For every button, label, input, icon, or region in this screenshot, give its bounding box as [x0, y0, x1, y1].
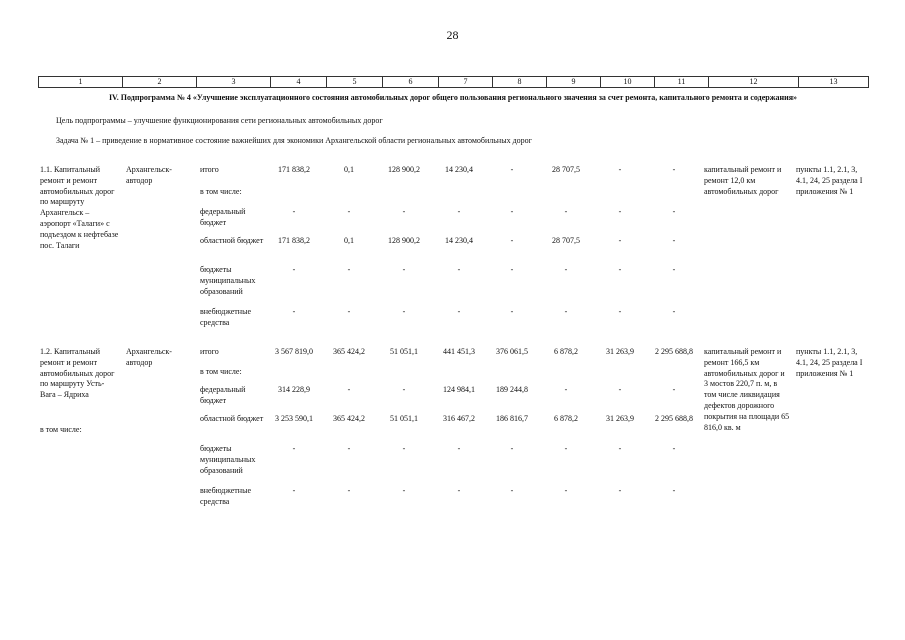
program-goal: Цель подпрограммы – улучшение функционирования сети региональных автомобильных дорог	[56, 116, 383, 125]
value-cell: 14 230,4	[445, 236, 473, 245]
measure-link: пункты 1.1, 2.1, 3, 4.1, 24, 25 раздела I приложения № 1	[796, 347, 863, 378]
funding-label: бюджеты муниципальных образований	[200, 444, 256, 475]
value-cell: -	[672, 207, 676, 216]
col-num-7: 7	[439, 77, 493, 88]
measure-name: 1.2. Капитальный ремонт и ремонт автомобильных дорог по маршруту Усть-Вага – Ядриха	[40, 347, 115, 400]
value-cell: 186 816,7	[496, 414, 528, 423]
value-cell: -	[402, 486, 406, 495]
measure-link: пункты 1.1, 2.1, 3, 4.1, 24, 25 раздела I приложения № 1	[796, 165, 863, 196]
value-cell: -	[618, 486, 622, 495]
funding-label: внебюджетные средства	[200, 486, 251, 506]
value-cell: -	[510, 165, 514, 174]
column-number-header	[38, 76, 869, 88]
value-cell: -	[292, 307, 296, 316]
value-cell: 3 253 590,1	[275, 414, 313, 423]
value-cell: -	[672, 265, 676, 274]
value-cell: 6 878,2	[554, 414, 578, 423]
funding-label: внебюджетные средства	[200, 307, 251, 327]
value-cell: 2 295 688,8	[655, 414, 693, 423]
page-number: 28	[446, 28, 459, 42]
col-num-1: 1	[39, 77, 123, 88]
value-cell: 314 228,9	[278, 385, 310, 394]
value-cell: 365 424,2	[333, 414, 365, 423]
value-cell: -	[672, 486, 676, 495]
value-cell: -	[402, 265, 406, 274]
value-cell: -	[618, 236, 622, 245]
value-cell: 2 295 688,8	[655, 347, 693, 356]
funding-label: итого	[200, 165, 219, 174]
value-cell: -	[564, 307, 568, 316]
value-cell: -	[510, 486, 514, 495]
col-num-2: 2	[123, 77, 197, 88]
value-cell: -	[618, 307, 622, 316]
value-cell: -	[618, 165, 622, 174]
funding-label: федеральный бюджет	[200, 385, 246, 405]
value-cell: 124 984,1	[443, 385, 475, 394]
measure-result: капитальный ремонт и ремонт 12,0 км автомобильных дорог	[704, 165, 782, 196]
value-cell: 376 061,5	[496, 347, 528, 356]
value-cell: 6 878,2	[554, 347, 578, 356]
value-cell: -	[672, 165, 676, 174]
col-num-3: 3	[197, 77, 271, 88]
value-cell: 31 263,9	[606, 347, 634, 356]
value-cell: 51 051,1	[390, 347, 418, 356]
col-num-5: 5	[327, 77, 383, 88]
funding-label: в том числе:	[200, 187, 242, 196]
value-cell: -	[510, 207, 514, 216]
value-cell: -	[564, 385, 568, 394]
value-cell: -	[510, 307, 514, 316]
value-cell: -	[402, 444, 406, 453]
value-cell: -	[402, 207, 406, 216]
measure-executor: Архангельск-автодор	[126, 165, 172, 185]
value-cell: -	[457, 486, 461, 495]
col-num-11: 11	[655, 77, 709, 88]
value-cell: -	[618, 444, 622, 453]
program-task: Задача № 1 – приведение в нормативное состояние важнейших для экономики Архангельской области региональных автомобильных дорог	[56, 136, 532, 145]
value-cell: 31 263,9	[606, 414, 634, 423]
measure-executor: Архангельск-автодор	[126, 347, 172, 367]
value-cell: -	[510, 236, 514, 245]
funding-label: областной бюджет	[200, 236, 264, 245]
value-cell: 316 467,2	[443, 414, 475, 423]
value-cell: -	[672, 385, 676, 394]
value-cell: 171 838,2	[278, 165, 310, 174]
col-num-9: 9	[547, 77, 601, 88]
value-cell: 3 567 819,0	[275, 347, 313, 356]
value-cell: -	[347, 207, 351, 216]
col-num-10: 10	[601, 77, 655, 88]
value-cell: -	[618, 385, 622, 394]
col-num-13: 13	[799, 77, 869, 88]
value-cell: -	[457, 265, 461, 274]
value-cell: -	[347, 486, 351, 495]
section-title: IV. Подпрограмма № 4 «Улучшение эксплуатационного состояния автомобильных дорог общего пользования регионального значения за счет ремонта, капитального ремонта и содержания»	[108, 93, 798, 102]
col-num-6: 6	[383, 77, 439, 88]
value-cell: -	[347, 307, 351, 316]
value-cell: 14 230,4	[445, 165, 473, 174]
value-cell: -	[618, 207, 622, 216]
value-cell: -	[402, 307, 406, 316]
value-cell: 128 900,2	[388, 236, 420, 245]
col-num-12: 12	[709, 77, 799, 88]
value-cell: -	[672, 307, 676, 316]
value-cell: -	[564, 265, 568, 274]
value-cell: -	[564, 486, 568, 495]
value-cell: -	[457, 207, 461, 216]
funding-label: областной бюджет	[200, 414, 264, 423]
value-cell: -	[292, 207, 296, 216]
value-cell: 28 707,5	[552, 165, 580, 174]
value-cell: -	[292, 444, 296, 453]
value-cell: -	[347, 265, 351, 274]
value-cell: -	[672, 236, 676, 245]
funding-label: федеральный бюджет	[200, 207, 246, 227]
value-cell: -	[457, 444, 461, 453]
value-cell: -	[292, 486, 296, 495]
value-cell: 51 051,1	[390, 414, 418, 423]
funding-label: бюджеты муниципальных образований	[200, 265, 256, 296]
value-cell: -	[510, 265, 514, 274]
value-cell: 365 424,2	[333, 347, 365, 356]
value-cell: -	[618, 265, 622, 274]
value-cell: 189 244,8	[496, 385, 528, 394]
value-cell: -	[347, 444, 351, 453]
value-cell: 171 838,2	[278, 236, 310, 245]
col-num-8: 8	[493, 77, 547, 88]
value-cell: 441 451,3	[443, 347, 475, 356]
value-cell: -	[564, 207, 568, 216]
value-cell: -	[292, 265, 296, 274]
value-cell: -	[457, 307, 461, 316]
value-cell: -	[402, 385, 406, 394]
measure-name: 1.1. Капитальный ремонт и ремонт автомобильных дорог по маршруту Архангельск – аэропорт «Талаги» с подъездом к нефтебазе пос. Талаги	[40, 165, 119, 250]
value-cell: -	[672, 444, 676, 453]
value-cell: -	[347, 385, 351, 394]
value-cell: -	[510, 444, 514, 453]
col-num-4: 4	[271, 77, 327, 88]
measure-result: капитальный ремонт и ремонт 166,5 км автомобильных дорог и 3 мостов 220,7 п. м, в том числе ликвидация дефектов дорожного покрытия на площади 65 816,0 кв. м	[704, 347, 790, 432]
value-cell: 28 707,5	[552, 236, 580, 245]
value-cell: 128 900,2	[388, 165, 420, 174]
measure-name-extra: в том числе:	[40, 425, 82, 434]
funding-label: в том числе:	[200, 367, 242, 376]
value-cell: -	[564, 444, 568, 453]
value-cell: 0,1	[344, 165, 354, 174]
funding-label: итого	[200, 347, 219, 356]
value-cell: 0,1	[344, 236, 354, 245]
